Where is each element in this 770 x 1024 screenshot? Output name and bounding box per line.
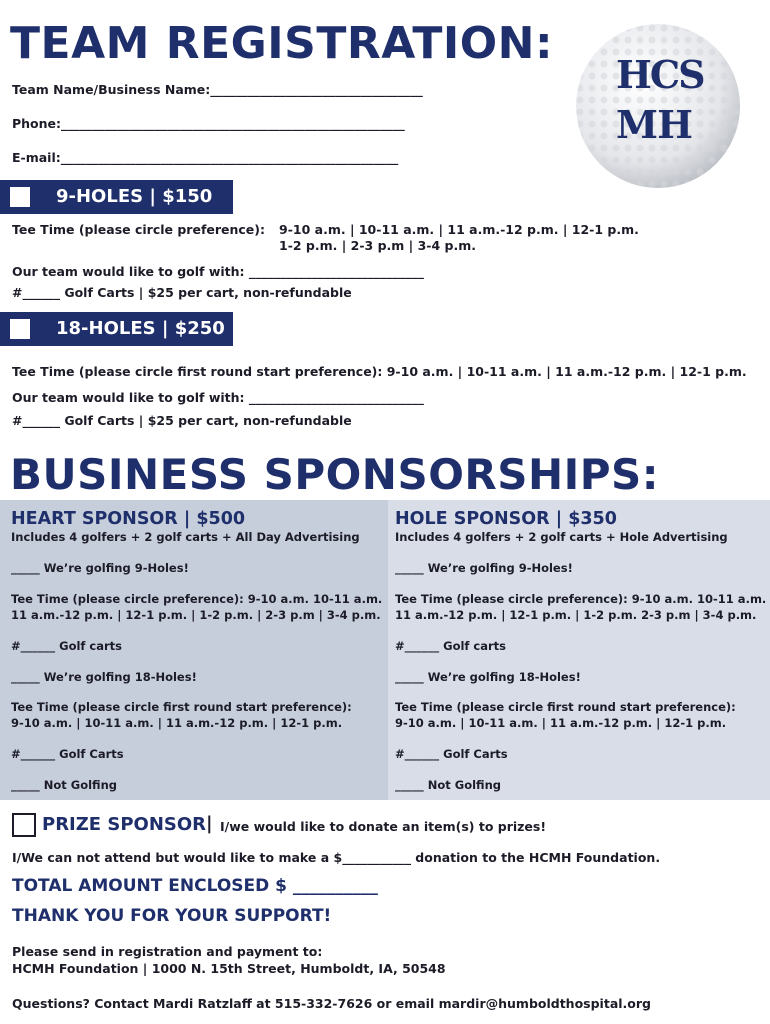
- hole-not-golfing[interactable]: _____ Not Golfing: [395, 778, 502, 792]
- total-amount-field[interactable]: TOTAL AMOUNT ENCLOSED $ __________: [12, 876, 378, 896]
- heart-not-golfing[interactable]: _____ Not Golfing: [11, 778, 118, 792]
- eighteen-golf-with-field[interactable]: Our team would like to golf with: ____________________________: [12, 390, 424, 405]
- heart-sponsor-title: HEART SPONSOR | $500: [11, 509, 246, 529]
- heart-sponsor-panel: [0, 500, 388, 800]
- hole-carts-9[interactable]: #______ Golf carts: [395, 639, 507, 653]
- nine-tee-options-1[interactable]: 9-10 a.m. | 10-11 a.m. | 11 a.m.-12 p.m. | 12-1 p.m.: [279, 222, 639, 237]
- hole-sponsor-title: HOLE SPONSOR | $350: [395, 509, 617, 529]
- send-line-1: Please send in registration and payment to:: [12, 944, 323, 959]
- eighteen-carts-field[interactable]: #______ Golf Carts | $25 per cart, non-refundable: [12, 413, 352, 428]
- nine-tee-options-2[interactable]: 1-2 p.m. | 2-3 p.m | 3-4 p.m.: [279, 238, 477, 253]
- prize-sponsor-separator: |: [206, 813, 213, 834]
- nine-holes-checkbox[interactable]: [10, 187, 30, 207]
- nine-tee-label: Tee Time (please circle preference):: [12, 222, 265, 237]
- heart-includes: Includes 4 golfers + 2 golf carts + All Day Advertising: [11, 530, 360, 544]
- heart-golf-9[interactable]: _____ We’re golfing 9-Holes!: [11, 561, 189, 575]
- heart-carts-9[interactable]: #______ Golf carts: [11, 639, 123, 653]
- hole-sponsor-panel: [388, 500, 770, 800]
- email-field[interactable]: E-mail:______________________________________________________: [12, 150, 399, 165]
- team-registration-title: TEAM REGISTRATION:: [10, 18, 554, 69]
- nine-holes-label: 9-HOLES | $150: [56, 186, 213, 207]
- heart-carts-18[interactable]: #______ Golf Carts: [11, 747, 124, 761]
- prize-sponsor-checkbox[interactable]: [12, 813, 36, 837]
- questions-contact: Questions? Contact Mardi Ratzlaff at 515-332-7626 or email mardir@humboldthospital.org: [12, 996, 651, 1011]
- hole-tee-18-line2[interactable]: 9-10 a.m. | 10-11 a.m. | 11 a.m.-12 p.m. | 12-1 p.m.: [395, 716, 727, 730]
- hole-carts-18[interactable]: #______ Golf Carts: [395, 747, 508, 761]
- eighteen-holes-band: [0, 312, 233, 346]
- nine-golf-with-field[interactable]: Our team would like to golf with: ____________________________: [12, 264, 424, 279]
- eighteen-tee-line[interactable]: Tee Time (please circle first round start preference): 9-10 a.m. | 10-11 a.m. | 11 a.m.-12 p.m. | 12-1 p.m.: [12, 364, 747, 379]
- eighteen-holes-checkbox[interactable]: [10, 319, 30, 339]
- hole-includes: Includes 4 golfers + 2 golf carts + Hole Advertising: [395, 530, 728, 544]
- hole-tee-9-line1[interactable]: Tee Time (please circle preference): 9-10 a.m. 10-11 a.m.: [395, 592, 767, 606]
- prize-sponsor-title: PRIZE SPONSOR: [42, 814, 207, 835]
- hole-tee-9-line2[interactable]: 11 a.m.-12 p.m. | 12-1 p.m. | 1-2 p.m. 2-3 p.m | 3-4 p.m.: [395, 608, 757, 622]
- send-line-2: HCMH Foundation | 1000 N. 15th Street, Humboldt, IA, 50548: [12, 961, 446, 976]
- hole-golf-9[interactable]: _____ We’re golfing 9-Holes!: [395, 561, 573, 575]
- heart-tee-9-line1[interactable]: Tee Time (please circle preference): 9-10 a.m. 10-11 a.m.: [11, 592, 383, 606]
- heart-tee-18-line1: Tee Time (please circle first round start preference):: [11, 700, 352, 714]
- phone-field[interactable]: Phone:_______________________________________________________: [12, 116, 405, 131]
- prize-sponsor-text: I/we would like to donate an item(s) to prizes!: [220, 819, 547, 834]
- heart-tee-9-line2[interactable]: 11 a.m.-12 p.m. | 12-1 p.m. | 1-2 p.m. | 2-3 p.m | 3-4 p.m.: [11, 608, 381, 622]
- logo-text-bottom: MH: [616, 102, 692, 147]
- business-sponsorships-title: BUSINESS SPONSORSHIPS:: [10, 450, 660, 499]
- hole-golf-18[interactable]: _____ We’re golfing 18-Holes!: [395, 670, 581, 684]
- logo-text-top: HCS: [616, 52, 704, 97]
- hole-tee-18-line1: Tee Time (please circle first round start preference):: [395, 700, 736, 714]
- hcmh-logo: [574, 22, 742, 190]
- heart-golf-18[interactable]: _____ We’re golfing 18-Holes!: [11, 670, 197, 684]
- nine-holes-band: [0, 180, 233, 214]
- thank-you-text: THANK YOU FOR YOUR SUPPORT!: [12, 906, 332, 926]
- donation-field[interactable]: I/We can not attend but would like to make a $___________ donation to the HCMH Foundation.: [12, 850, 661, 865]
- nine-carts-field[interactable]: #______ Golf Carts | $25 per cart, non-refundable: [12, 285, 352, 300]
- heart-tee-18-line2[interactable]: 9-10 a.m. | 10-11 a.m. | 11 a.m.-12 p.m. | 12-1 p.m.: [11, 716, 343, 730]
- team-name-field[interactable]: Team Name/Business Name:__________________________________: [12, 82, 423, 97]
- eighteen-holes-label: 18-HOLES | $250: [56, 318, 225, 339]
